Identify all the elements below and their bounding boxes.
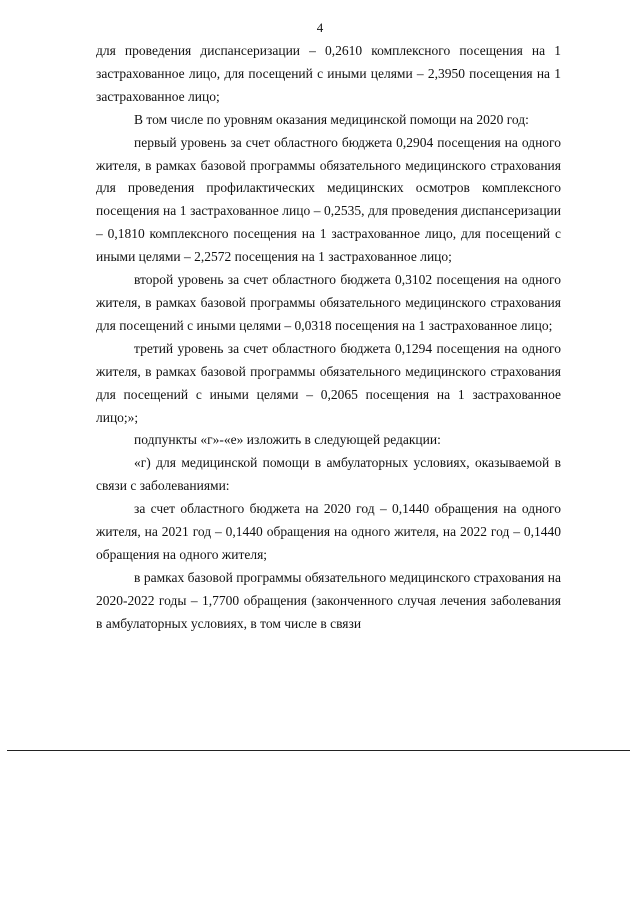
paragraph-regional-budget: за счет областного бюджета на 2020 год – 0,1440 обращения на одного жителя, на 2021 год – 0,1440 обращения на одного жителя, на 2022 год – 0,1440 обращения на одного жителя; [96, 501, 561, 562]
paragraph-subitems-amendment: подпункты «г»-«е» изложить в следующей редакции: [134, 432, 441, 448]
paragraph-third-level: третий уровень за счет областного бюджета 0,1294 посещения на одного жителя, в рамках базовой программы обязательного медицинского страхования для посещений с иными целями – 0,2065 посещения на 1 застрахованное лицо;»; [96, 340, 561, 425]
page-number: 4 [316, 20, 324, 35]
paragraph-subitem-g: «г) для медицинской помощи в амбулаторных условиях, оказываемой в связи с заболеваниями: [96, 455, 561, 494]
document-body [96, 40, 561, 636]
paragraph-levels-intro: В том числе по уровням оказания медицинской помощи на 2020 год: [134, 111, 529, 127]
paragraph-second-level: второй уровень за счет областного бюджета 0,3102 посещения на одного жителя, в рамках базовой программы обязательного медицинского страхования для посещений с иными целями – 0,0318 посещения на 1 застрахованное лицо; [96, 272, 561, 333]
paragraph-first-level: первый уровень за счет областного бюджета 0,2904 посещения на одного жителя, в рамках базовой программы обязательного медицинского страхования для проведения профилактических медицинских осмотров комплексного посещения на 1 застрахованное лицо – 0,2535, для проведения диспансеризации – 0,1810 комплексного посещения на 1 застрахованное лицо, для посещений с иными целями – 2,2572 посещения на 1 застрахованное лицо; [96, 134, 561, 265]
paragraph-dispensary-continuation: для проведения диспансеризации – 0,2610 комплексного посещения на 1 застрахованное лицо, для посещений с иными целями – 2,3950 посещения на 1 застрахованное лицо; [96, 43, 561, 104]
footer-divider [7, 750, 630, 751]
paragraph-oms-program: в рамках базовой программы обязательного медицинского страхования на 2020-2022 годы – 1,7700 обращения (законченного случая лечения заболевания в амбулаторных условиях, в том числе в связи [96, 569, 561, 631]
